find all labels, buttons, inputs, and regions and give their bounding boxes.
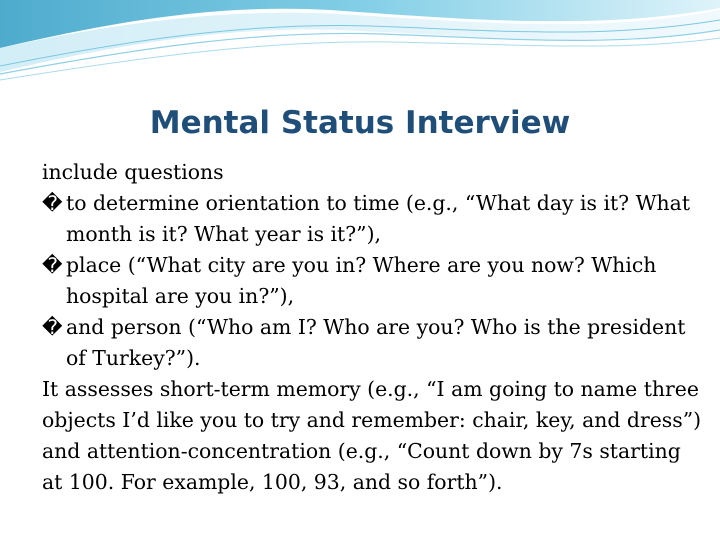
- bullet-text: to determine orientation to time (e.g., “What day is it? What month is it? What year is it?”),: [66, 191, 691, 246]
- slide-body: [42, 157, 702, 498]
- missing-glyph-bullet-icon: �: [42, 253, 63, 277]
- bullet-place: [42, 250, 702, 312]
- slide-title: Mental Status Interview: [149, 105, 571, 141]
- missing-glyph-bullet-icon: �: [42, 191, 63, 215]
- missing-glyph-bullet-icon: �: [42, 315, 63, 339]
- bullet-person: [42, 312, 702, 374]
- bullet-time: [42, 188, 702, 250]
- decorative-wave-header: [0, 0, 720, 90]
- closing-text: It assesses short-term memory (e.g., “I am going to name three objects I’d like you to try and remember: chair, key, and dress”) and attention-concentration (e.g., “Count down by 7s starting at 100. For example, 100, 93, and so forth”).: [42, 377, 702, 494]
- intro-text: include questions: [42, 160, 224, 184]
- bullet-text: and person (“Who am I? Who are you? Who is the president of Turkey?”).: [66, 315, 686, 370]
- bullet-text: place (“What city are you in? Where are you now? Which hospital are you in?”),: [66, 253, 657, 308]
